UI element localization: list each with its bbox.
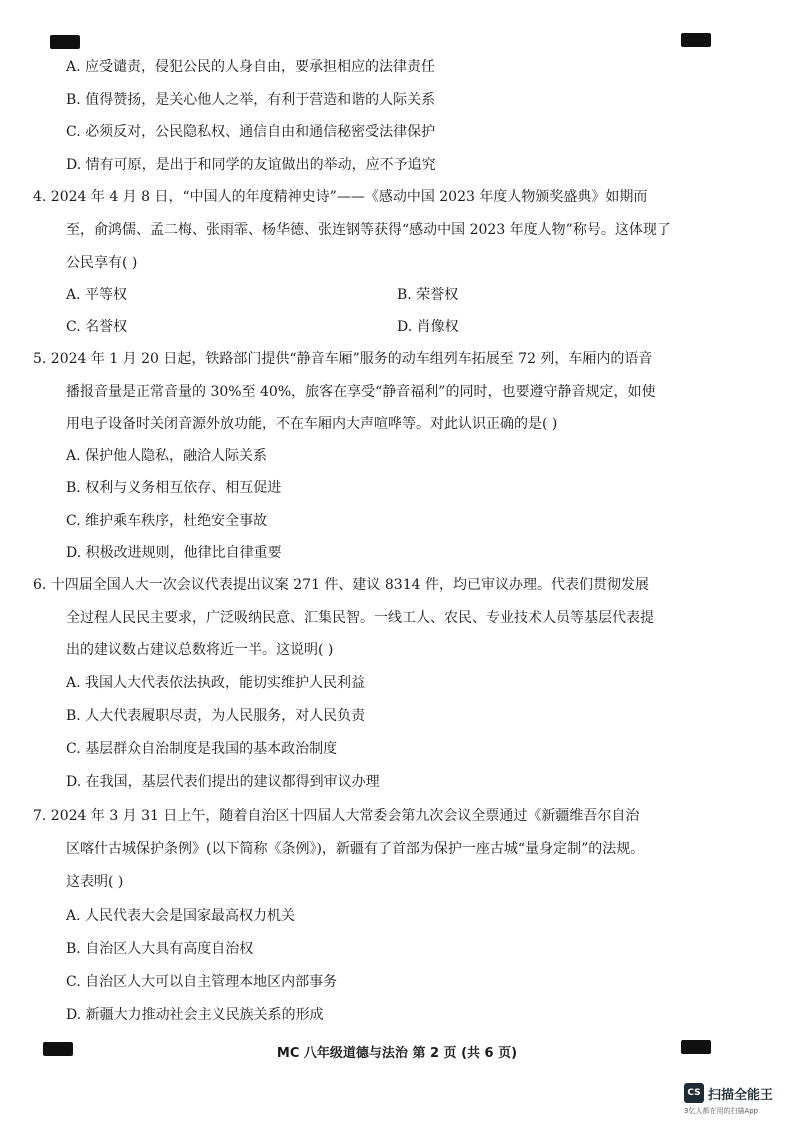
q6-stem-line-1: 6. 十四届全国人大一次会议代表提出议案 271 件、建议 8314 件，均已审议办理。代表们贯彻发展 (33, 577, 649, 593)
q5-stem-line-3: 用电子设备时关闭音源外放功能，不在车厢内大声喧哗等。对此认识正确的是( ) (66, 416, 558, 432)
q6-option-a: A. 我国人大代表依法执政，能切实维护人民利益 (66, 675, 366, 691)
q5-option-d: D. 积极改进规则，他律比自律重要 (66, 545, 282, 561)
q5-stem-line-2: 播报音量是正常音量的 30%至 40%，旅客在享受“静音福利”的同时，也要遵守静音规定，如使 (66, 384, 656, 400)
registration-mark-top-right (681, 33, 711, 47)
q7-stem-line-2: 区喀什古城保护条例》(以下简称《条例》)，新疆有了首部为保护一座古城“量身定制”的法规。 (66, 841, 645, 857)
page-footer: MC 八年级道德与法治 第 2 页 (共 6 页) (276, 1046, 518, 1061)
q5-option-a: A. 保护他人隐私，融洽人际关系 (66, 448, 268, 464)
q4-stem-line-1: 4. 2024 年 4 月 8 日，“中国人的年度精神史诗”——《感动中国 2023 年度人物颁奖盛典》如期而 (33, 189, 648, 205)
q6-option-b: B. 人大代表履职尽责，为人民服务，对人民负责 (66, 708, 366, 724)
q3-option-c: C. 必须反对，公民隐私权、通信自由和通信秘密受法律保护 (66, 124, 436, 140)
logo-app-name: 扫描全能王 (708, 1088, 774, 1103)
q6-stem-line-3: 出的建议数占建议总数将近一半。这说明( ) (66, 642, 334, 658)
cs-logo-icon: CS (684, 1083, 704, 1103)
q4-option-a: A. 平等权 (66, 287, 128, 303)
scanner-app-logo (684, 1081, 784, 1117)
q4-option-c: C. 名誉权 (66, 319, 128, 335)
registration-mark-top-left (50, 35, 80, 49)
q4-option-d: D. 肖像权 (397, 319, 459, 335)
q3-option-b: B. 值得赞扬，是关心他人之举，有利于营造和谐的人际关系 (66, 92, 436, 108)
q6-stem-line-2: 全过程人民民主要求，广泛吸纳民意、汇集民智。一线工人、农民、专业技术人员等基层代表提 (66, 610, 654, 626)
logo-tagline: 3亿人都在用的扫描App (684, 1107, 759, 1115)
q3-option-d: D. 情有可原，是出于和同学的友谊做出的举动，应不予追究 (66, 157, 436, 173)
q5-option-b: B. 权利与义务相互依存、相互促进 (66, 480, 282, 496)
q6-option-c: C. 基层群众自治制度是我国的基本政治制度 (66, 741, 338, 757)
q4-stem-line-3: 公民享有( ) (66, 255, 138, 271)
q7-option-b: B. 自治区人大具有高度自治权 (66, 941, 254, 957)
q7-option-d: D. 新疆大力推动社会主义民族关系的形成 (66, 1007, 324, 1023)
q6-option-d: D. 在我国，基层代表们提出的建议都得到审议办理 (66, 774, 380, 790)
q5-stem-line-1: 5. 2024 年 1 月 20 日起，铁路部门提供“静音车厢”服务的动车组列车拓展至 72 列，车厢内的语音 (33, 351, 653, 367)
q4-stem-line-2: 至，俞鸿儒、孟二梅、张雨霏、杨华德、张连钢等获得“感动中国 2023 年度人物”称号。这体现了 (66, 222, 671, 238)
q7-stem-line-1: 7. 2024 年 3 月 31 日上午，随着自治区十四届人大常委会第九次会议全票通过《新疆维吾尔自治 (33, 808, 640, 824)
q7-option-c: C. 自治区人大可以自主管理本地区内部事务 (66, 974, 338, 990)
q7-stem-line-3: 这表明( ) (66, 874, 124, 890)
q4-option-b: B. 荣誉权 (397, 287, 459, 303)
q5-option-c: C. 维护乘车秩序，杜绝安全事故 (66, 513, 268, 529)
q3-option-a: A. 应受谴责，侵犯公民的人身自由，要承担相应的法律责任 (66, 59, 436, 75)
q7-option-a: A. 人民代表大会是国家最高权力机关 (66, 908, 296, 924)
